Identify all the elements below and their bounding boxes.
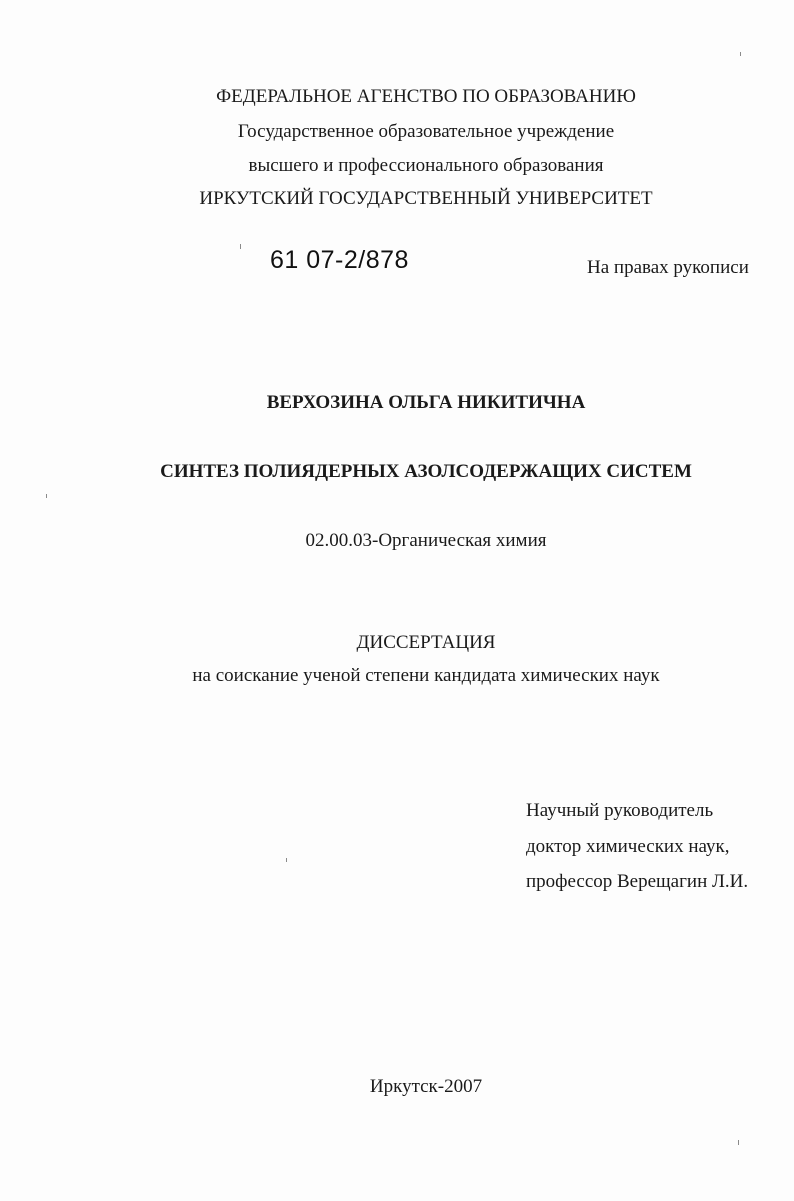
document-type: ДИССЕРТАЦИЯ xyxy=(356,632,496,653)
institution-line-1: Государственное образовательное учреждение xyxy=(237,121,615,142)
scan-speck xyxy=(46,494,47,498)
university-name: ИРКУТСКИЙ ГОСУДАРСТВЕННЫЙ УНИВЕРСИТЕТ xyxy=(199,188,653,209)
dissertation-title: СИНТЕЗ ПОЛИЯДЕРНЫХ АЗОЛСОДЕРЖАЩИХ СИСТЕМ xyxy=(160,461,692,482)
scan-speck xyxy=(240,244,241,249)
specialty-code: 02.00.03-Органическая химия xyxy=(305,530,547,551)
supervisor-degree: доктор химических наук, xyxy=(526,836,730,857)
degree-statement: на соискание ученой степени кандидата химических наук xyxy=(192,665,660,686)
scan-speck xyxy=(740,52,741,56)
scan-speck xyxy=(286,858,287,862)
place-year: Иркутск-2007 xyxy=(369,1076,483,1097)
scan-speck xyxy=(738,1140,739,1145)
agency-heading: ФЕДЕРАЛЬНОЕ АГЕНСТВО ПО ОБРАЗОВАНИЮ xyxy=(216,86,636,107)
manuscript-note: На правах рукописи xyxy=(587,257,749,278)
supervisor-role: Научный руководитель xyxy=(526,800,714,821)
supervisor-name: профессор Верещагин Л.И. xyxy=(526,871,749,892)
author-name: ВЕРХОЗИНА ОЛЬГА НИКИТИЧНА xyxy=(266,392,586,413)
registry-number-stamp: 61 07-2/878 xyxy=(270,246,409,274)
institution-line-2: высшего и профессионального образования xyxy=(248,155,604,176)
